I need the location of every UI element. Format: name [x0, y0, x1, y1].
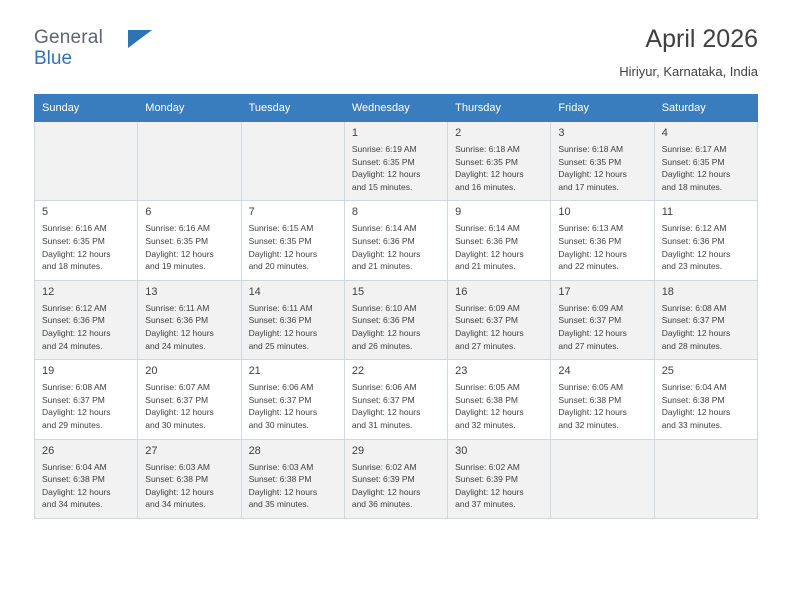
day-number: 7: [248, 206, 255, 219]
calendar-day-cell[interactable]: [654, 201, 757, 280]
day-number: 26: [42, 444, 55, 457]
day-info-line: Daylight: 12 hours: [248, 486, 318, 497]
day-info-line: Sunrise: 6:18 AM: [455, 144, 520, 154]
day-info-line: and 34 minutes.: [42, 499, 103, 510]
day-info-line: Sunset: 6:37 PM: [145, 394, 209, 405]
day-number: 25: [661, 365, 674, 378]
day-info-line: and 26 minutes.: [351, 340, 413, 351]
day-info-line: Daylight: 12 hours: [145, 486, 214, 497]
day-info-line: Daylight: 12 hours: [661, 169, 731, 180]
day-info-line: Sunset: 6:35 PM: [351, 156, 415, 167]
calendar-day-cell[interactable]: [241, 280, 344, 359]
page-title: April 2026: [645, 25, 758, 53]
calendar-day-cell[interactable]: [344, 360, 447, 439]
day-number: 16: [455, 285, 468, 298]
day-info-line: Sunset: 6:37 PM: [455, 315, 518, 326]
day-info-line: and 35 minutes.: [248, 499, 310, 510]
day-number: 21: [248, 365, 261, 378]
calendar-day-cell[interactable]: [138, 280, 241, 359]
weekday-header-wednesday: Wednesday: [344, 95, 447, 122]
day-info-line: Sunrise: 6:09 AM: [558, 302, 624, 313]
calendar-day-cell[interactable]: [551, 360, 654, 439]
day-info-line: Sunrise: 6:09 AM: [455, 302, 520, 313]
day-info-line: Sunrise: 6:06 AM: [248, 382, 314, 393]
calendar-day-cell[interactable]: [241, 201, 344, 280]
day-number: 10: [558, 206, 571, 219]
day-info-line: Sunrise: 6:16 AM: [42, 223, 107, 234]
day-info-line: and 22 minutes.: [558, 261, 619, 272]
day-info-line: Sunset: 6:36 PM: [248, 315, 312, 326]
flag-icon: [128, 30, 152, 48]
day-info-line: and 29 minutes.: [42, 419, 103, 430]
day-info-line: Sunrise: 6:16 AM: [145, 223, 211, 234]
calendar-day-cell[interactable]: [654, 122, 757, 201]
day-number: 8: [351, 206, 358, 219]
location-subtitle: Hiriyur, Karnataka, India: [619, 64, 758, 79]
day-info-line: and 30 minutes.: [145, 419, 206, 430]
day-info-line: Sunrise: 6:07 AM: [145, 382, 211, 393]
weekday-header-sunday: Sunday: [35, 95, 138, 122]
calendar-cell-empty: [241, 122, 344, 201]
weekday-header-saturday: Saturday: [654, 95, 757, 122]
day-info-line: and 20 minutes.: [248, 261, 310, 272]
day-info-line: Sunset: 6:38 PM: [661, 394, 725, 405]
day-info-line: and 17 minutes.: [558, 181, 619, 192]
day-info-line: Sunset: 6:37 PM: [248, 394, 312, 405]
day-info-line: Daylight: 12 hours: [248, 248, 318, 259]
day-info-line: Daylight: 12 hours: [661, 248, 731, 259]
title-area: [619, 22, 758, 82]
day-number: 13: [145, 285, 158, 298]
day-info-line: Sunset: 6:35 PM: [558, 156, 622, 167]
day-info-line: Daylight: 12 hours: [558, 407, 627, 418]
day-info-line: Sunrise: 6:14 AM: [455, 223, 520, 234]
day-info-line: Sunrise: 6:05 AM: [558, 382, 624, 393]
day-info-line: and 21 minutes.: [351, 261, 413, 272]
day-info-line: Sunset: 6:38 PM: [145, 474, 209, 485]
logo[interactable]: [34, 22, 154, 74]
day-number: 2: [455, 127, 462, 139]
day-info-line: Daylight: 12 hours: [455, 486, 524, 497]
day-info-line: Daylight: 12 hours: [145, 248, 214, 259]
day-info-line: Daylight: 12 hours: [351, 327, 421, 338]
day-info-line: and 27 minutes.: [455, 340, 516, 351]
calendar-day-cell[interactable]: [551, 280, 654, 359]
day-info-line: Sunset: 6:38 PM: [42, 474, 105, 485]
day-info-line: Daylight: 12 hours: [558, 169, 627, 180]
day-info-line: Sunset: 6:38 PM: [455, 394, 518, 405]
day-info-line: and 36 minutes.: [351, 499, 413, 510]
day-number: 9: [455, 206, 462, 219]
day-info-line: Sunrise: 6:17 AM: [661, 144, 727, 154]
weekday-header-monday: Monday: [138, 95, 241, 122]
calendar-day-cell[interactable]: [448, 360, 551, 439]
day-info-line: Sunrise: 6:15 AM: [248, 223, 314, 234]
calendar-cell-empty: [138, 122, 241, 201]
day-info-line: Daylight: 12 hours: [558, 327, 627, 338]
calendar-day-cell[interactable]: [344, 439, 447, 518]
day-info-line: Sunrise: 6:12 AM: [42, 302, 107, 313]
day-info-line: Daylight: 12 hours: [145, 327, 214, 338]
weekday-header-thursday: Thursday: [448, 95, 551, 122]
day-info-line: and 19 minutes.: [145, 261, 206, 272]
logo-text-general: General: [34, 27, 103, 48]
day-info-line: and 18 minutes.: [42, 261, 103, 272]
day-info-line: Sunset: 6:37 PM: [558, 315, 622, 326]
day-number: 4: [661, 127, 668, 139]
day-number: 19: [42, 365, 55, 378]
calendar-day-cell[interactable]: [654, 360, 757, 439]
day-info-line: Daylight: 12 hours: [558, 248, 627, 259]
day-number: 11: [661, 206, 674, 219]
day-info-line: Sunrise: 6:08 AM: [42, 382, 107, 393]
day-info-line: and 24 minutes.: [145, 340, 206, 351]
day-info-line: Sunset: 6:36 PM: [351, 315, 415, 326]
calendar-day-cell[interactable]: [35, 201, 138, 280]
calendar-day-cell[interactable]: [344, 122, 447, 201]
day-info-line: Sunrise: 6:12 AM: [661, 223, 727, 234]
calendar-week-row: [35, 122, 758, 201]
weekday-header-friday: Friday: [551, 95, 654, 122]
page-header: [34, 22, 758, 84]
day-info-line: Sunset: 6:35 PM: [42, 235, 105, 246]
day-info-line: Sunset: 6:36 PM: [455, 235, 518, 246]
day-info-line: Sunset: 6:37 PM: [661, 315, 725, 326]
day-info-line: Daylight: 12 hours: [351, 486, 421, 497]
calendar-day-cell[interactable]: [138, 439, 241, 518]
day-info-line: Daylight: 12 hours: [42, 407, 111, 418]
calendar-day-cell[interactable]: [138, 201, 241, 280]
calendar-week-row: [35, 201, 758, 280]
day-info-line: Sunrise: 6:11 AM: [145, 302, 210, 313]
day-info-line: and 33 minutes.: [661, 419, 723, 430]
day-info-line: Daylight: 12 hours: [42, 486, 111, 497]
day-info-line: and 34 minutes.: [145, 499, 206, 510]
calendar-day-cell[interactable]: [448, 280, 551, 359]
day-info-line: Sunset: 6:35 PM: [145, 235, 209, 246]
day-info-line: Daylight: 12 hours: [351, 407, 421, 418]
day-info-line: Sunset: 6:36 PM: [42, 315, 105, 326]
day-info-line: Sunrise: 6:14 AM: [351, 223, 417, 234]
day-info-line: and 23 minutes.: [661, 261, 723, 272]
day-info-line: Sunrise: 6:05 AM: [455, 382, 520, 393]
day-info-line: and 32 minutes.: [455, 419, 516, 430]
day-info-line: and 15 minutes.: [351, 181, 413, 192]
day-number: 3: [558, 127, 565, 139]
calendar-day-cell[interactable]: [241, 439, 344, 518]
day-info-line: Sunset: 6:38 PM: [558, 394, 622, 405]
day-info-line: and 25 minutes.: [248, 340, 310, 351]
day-info-line: Sunrise: 6:19 AM: [351, 144, 417, 154]
calendar-day-cell[interactable]: [448, 122, 551, 201]
day-info-line: Sunset: 6:39 PM: [455, 474, 518, 485]
day-number: 5: [42, 206, 49, 219]
calendar-week-row: [35, 439, 758, 518]
day-info-line: and 28 minutes.: [661, 340, 723, 351]
day-info-line: Daylight: 12 hours: [661, 327, 731, 338]
day-info-line: Sunrise: 6:02 AM: [351, 461, 417, 472]
day-info-line: Daylight: 12 hours: [42, 327, 111, 338]
day-info-line: Sunset: 6:38 PM: [248, 474, 312, 485]
calendar-day-cell[interactable]: [35, 280, 138, 359]
calendar-week-row: [35, 280, 758, 359]
day-info-line: and 30 minutes.: [248, 419, 310, 430]
day-info-line: Daylight: 12 hours: [455, 407, 524, 418]
day-number: 24: [558, 365, 571, 378]
day-info-line: Daylight: 12 hours: [248, 327, 318, 338]
calendar-week-row: [35, 360, 758, 439]
day-info-line: Sunrise: 6:03 AM: [248, 461, 314, 472]
day-info-line: Daylight: 12 hours: [455, 169, 524, 180]
calendar-cell-empty: [35, 122, 138, 201]
day-number: 20: [145, 365, 158, 378]
calendar-day-cell[interactable]: [551, 122, 654, 201]
weekday-header-tuesday: Tuesday: [241, 95, 344, 122]
day-info-line: Sunset: 6:35 PM: [661, 156, 725, 167]
day-info-line: Sunset: 6:37 PM: [42, 394, 105, 405]
day-info-line: and 16 minutes.: [455, 181, 516, 192]
day-info-line: Sunset: 6:36 PM: [145, 315, 209, 326]
calendar-day-cell[interactable]: [35, 360, 138, 439]
logo-text-blue: Blue: [34, 48, 73, 69]
calendar-day-cell[interactable]: [241, 360, 344, 439]
day-info-line: Sunrise: 6:18 AM: [558, 144, 624, 154]
calendar-day-cell[interactable]: [344, 201, 447, 280]
day-info-line: and 21 minutes.: [455, 261, 516, 272]
day-info-line: Daylight: 12 hours: [351, 248, 421, 259]
calendar-table: [34, 94, 758, 519]
day-info-line: and 37 minutes.: [455, 499, 516, 510]
day-info-line: Sunrise: 6:13 AM: [558, 223, 624, 234]
day-number: 1: [351, 127, 358, 139]
day-info-line: Sunset: 6:35 PM: [455, 156, 518, 167]
day-info-line: Sunrise: 6:06 AM: [351, 382, 417, 393]
day-number: 28: [248, 444, 261, 457]
day-info-line: Daylight: 12 hours: [248, 407, 318, 418]
day-info-line: and 31 minutes.: [351, 419, 413, 430]
day-info-line: and 32 minutes.: [558, 419, 619, 430]
day-info-line: Sunset: 6:36 PM: [661, 235, 725, 246]
day-number: 27: [145, 444, 158, 457]
day-number: 14: [248, 285, 261, 298]
day-info-line: Sunrise: 6:11 AM: [248, 302, 313, 313]
day-info-line: Sunset: 6:39 PM: [351, 474, 415, 485]
day-info-line: Sunrise: 6:10 AM: [351, 302, 417, 313]
day-info-line: Daylight: 12 hours: [455, 248, 524, 259]
day-info-line: Daylight: 12 hours: [455, 327, 524, 338]
day-number: 29: [351, 444, 365, 457]
calendar-day-cell[interactable]: [448, 201, 551, 280]
day-info-line: Sunrise: 6:04 AM: [661, 382, 727, 393]
day-info-line: Sunrise: 6:08 AM: [661, 302, 727, 313]
day-number: 22: [351, 365, 365, 378]
day-number: 6: [145, 206, 152, 219]
calendar-day-cell[interactable]: [551, 201, 654, 280]
day-info-line: Sunrise: 6:04 AM: [42, 461, 107, 472]
calendar-day-cell[interactable]: [35, 439, 138, 518]
day-info-line: and 24 minutes.: [42, 340, 103, 351]
day-info-line: and 27 minutes.: [558, 340, 619, 351]
day-info-line: Sunset: 6:36 PM: [351, 235, 415, 246]
day-info-line: Daylight: 12 hours: [351, 169, 421, 180]
weekday-header-row: [35, 95, 758, 122]
day-info-line: Sunset: 6:35 PM: [248, 235, 312, 246]
day-info-line: Sunset: 6:36 PM: [558, 235, 622, 246]
day-info-line: Daylight: 12 hours: [42, 248, 111, 259]
day-number: 17: [558, 285, 571, 298]
day-number: 30: [455, 444, 468, 457]
day-info-line: Sunset: 6:37 PM: [351, 394, 415, 405]
day-info-line: Daylight: 12 hours: [145, 407, 214, 418]
day-info-line: Sunrise: 6:02 AM: [455, 461, 520, 472]
calendar-cell-empty: [551, 439, 654, 518]
calendar-cell-empty: [654, 439, 757, 518]
day-info-line: Daylight: 12 hours: [661, 407, 731, 418]
day-number: 15: [351, 285, 365, 298]
calendar-day-cell[interactable]: [654, 280, 757, 359]
calendar-day-cell[interactable]: [448, 439, 551, 518]
calendar-day-cell[interactable]: [344, 280, 447, 359]
day-number: 12: [42, 285, 55, 298]
day-number: 18: [661, 285, 674, 298]
calendar-day-cell[interactable]: [138, 360, 241, 439]
day-info-line: and 18 minutes.: [661, 181, 723, 192]
day-info-line: Sunrise: 6:03 AM: [145, 461, 211, 472]
day-number: 23: [455, 365, 468, 378]
